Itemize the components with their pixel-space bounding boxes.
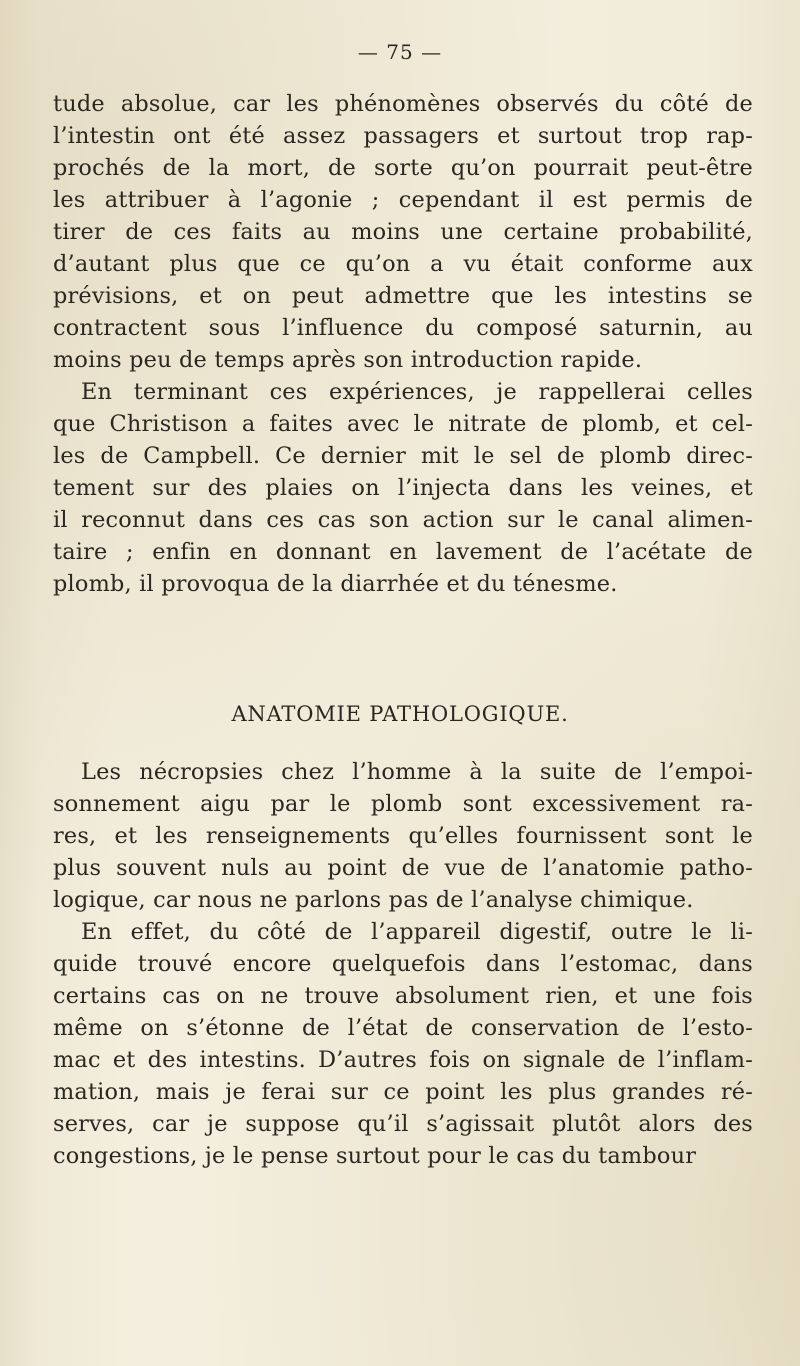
text-line: l’intestin ont été assez passagers et surtout trop rap-: [53, 123, 753, 149]
text-line: plus souvent nuls au point de vue de l’anatomie patho-: [53, 855, 753, 881]
text-line: quide trouvé encore quelquefois dans l’estomac, dans: [53, 951, 753, 977]
text-line: taire ; enfin en donnant en lavement de l’acétate de: [53, 539, 753, 565]
text-line: tirer de ces faits au moins une certaine probabilité,: [53, 219, 753, 245]
text-line: prévisions, et on peut admettre que les intestins se: [53, 283, 753, 309]
text-line: res, et les renseignements qu’elles fournissent sont le: [53, 823, 753, 849]
text-line: En terminant ces expériences, je rappellerai celles: [81, 379, 753, 405]
text-line: congestions, je le pense surtout pour le cas du tambour: [53, 1143, 697, 1169]
text-line: sonnement aigu par le plomb sont excessivement ra-: [53, 791, 753, 817]
text-line: que Christison a faites avec le nitrate de plomb, et cel-: [53, 411, 753, 437]
text-line: les de Campbell. Ce dernier mit le sel de plomb direc-: [53, 443, 753, 469]
text-line: les attribuer à l’agonie ; cependant il est permis de: [53, 187, 753, 213]
text-line: moins peu de temps après son introduction rapide.: [53, 347, 643, 373]
text-line: mac et des intestins. D’autres fois on signale de l’inflam-: [53, 1047, 753, 1073]
text-line: certains cas on ne trouve absolument rien, et une fois: [53, 983, 753, 1009]
text-line: serves, car je suppose qu’il s’agissait plutôt alors des: [53, 1111, 753, 1137]
page-number: — 75 —: [357, 40, 443, 64]
text-line: contractent sous l’influence du composé saturnin, au: [53, 315, 753, 341]
text-line: En effet, du côté de l’appareil digestif, outre le li-: [81, 919, 753, 945]
text-line: d’autant plus que ce qu’on a vu était conforme aux: [53, 251, 753, 277]
text-block-bottom: [53, 756, 753, 1172]
text-line: Les nécropsies chez l’homme à la suite de l’empoi-: [81, 759, 753, 785]
text-block-top: [53, 88, 753, 600]
text-line: tude absolue, car les phénomènes observés du côté de: [53, 91, 753, 117]
text-line: tement sur des plaies on l’injecta dans les veines, et: [53, 475, 753, 501]
section-heading: ANATOMIE PATHOLOGIQUE.: [231, 702, 569, 726]
text-line: mation, mais je ferai sur ce point les plus grandes ré-: [53, 1079, 753, 1105]
text-line: même on s’étonne de l’état de conservation de l’esto-: [53, 1015, 753, 1041]
text-line: plomb, il provoqua de la diarrhée et du ténesme.: [53, 571, 618, 597]
text-line: il reconnut dans ces cas son action sur le canal alimen-: [53, 507, 753, 533]
text-line: prochés de la mort, de sorte qu’on pourrait peut-être: [53, 155, 753, 181]
text-line: logique, car nous ne parlons pas de l’analyse chimique.: [53, 887, 694, 913]
